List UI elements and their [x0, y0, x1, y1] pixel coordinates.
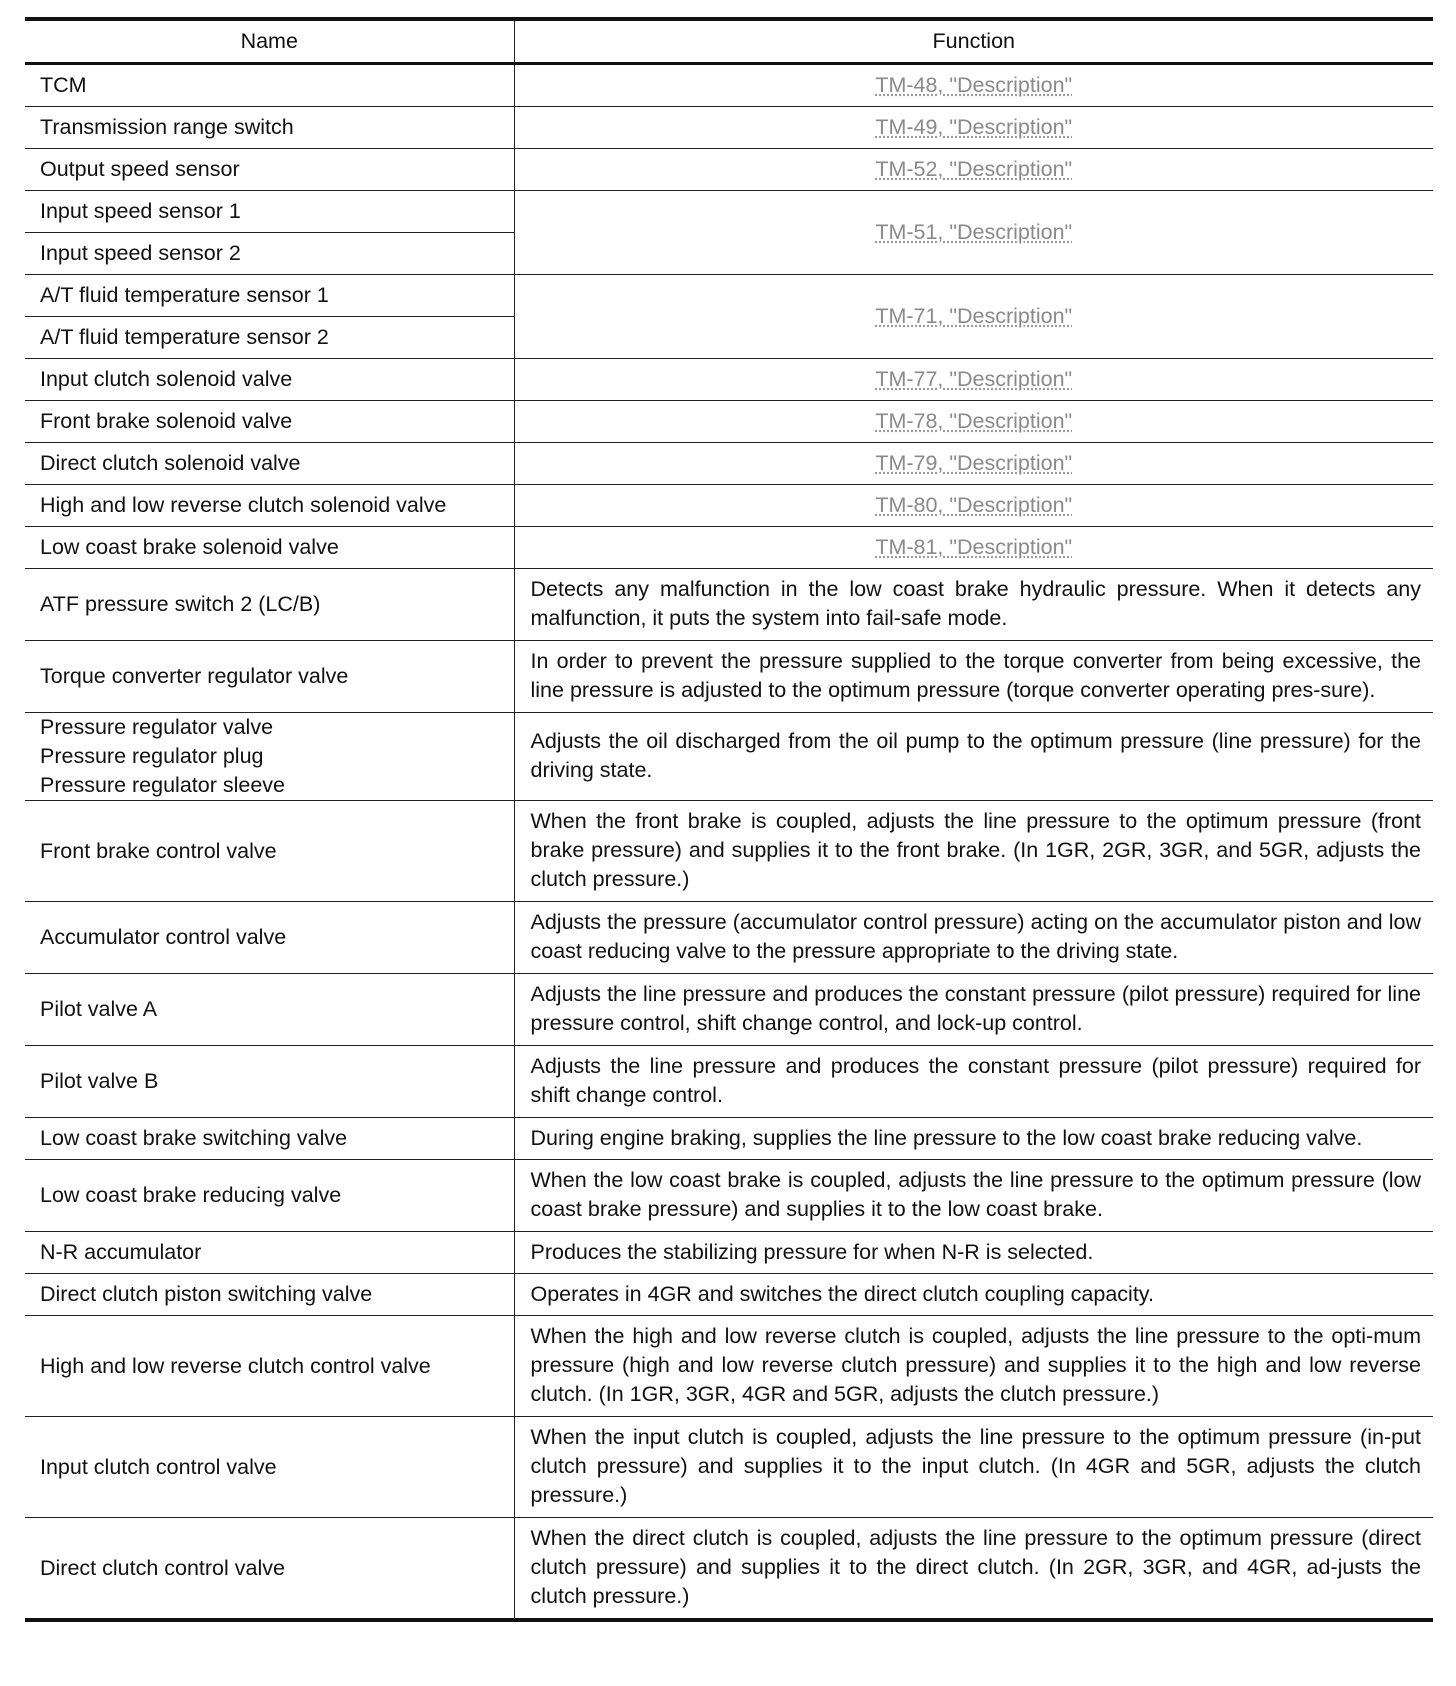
column-header-name: Name [25, 19, 514, 64]
table-row [25, 1232, 1433, 1274]
table-row [25, 713, 1433, 801]
description-link[interactable]: TM-52, "Description" [875, 157, 1073, 181]
table-row [25, 107, 1433, 149]
component-name: Transmission range switch [25, 107, 514, 149]
description-link[interactable]: TM-79, "Description" [875, 451, 1073, 475]
component-name: ATF pressure switch 2 (LC/B) [25, 569, 514, 641]
table-row [25, 275, 1433, 317]
description-link[interactable]: TM-71, "Description" [875, 304, 1073, 328]
table-header-row [25, 19, 1433, 64]
component-name: Input speed sensor 2 [25, 233, 514, 275]
function-description: When the front brake is coupled, adjusts the line pressure to the optimum pressure (front brake pressure) and supplies it to the front brake. (In 1GR, 2GR, 3GR, and 5GR, adjusts the clutch pressure.) [514, 801, 1433, 902]
component-name: Front brake solenoid valve [25, 401, 514, 443]
component-name: Direct clutch control valve [25, 1518, 514, 1621]
table-row [25, 569, 1433, 641]
component-name: High and low reverse clutch solenoid valve [25, 485, 514, 527]
table-row [25, 1316, 1433, 1417]
component-name: Front brake control valve [25, 801, 514, 902]
table-row [25, 149, 1433, 191]
component-name: Low coast brake reducing valve [25, 1160, 514, 1232]
table-row [25, 1118, 1433, 1160]
component-name: Low coast brake switching valve [25, 1118, 514, 1160]
component-name: Pilot valve B [25, 1046, 514, 1118]
table-row [25, 527, 1433, 569]
component-name: Input clutch solenoid valve [25, 359, 514, 401]
component-function-table [25, 17, 1433, 1622]
description-link[interactable]: TM-48, "Description" [875, 73, 1073, 97]
function-cell [514, 359, 1433, 401]
function-description: Adjusts the pressure (accumulator control pressure) acting on the accumulator piston and low coast reducing valve to the pressure appropriate to the driving state. [514, 902, 1433, 974]
function-description: Adjusts the oil discharged from the oil pump to the optimum pressure (line pressure) for the driving state. [514, 713, 1433, 801]
table-row [25, 1417, 1433, 1518]
table-row [25, 401, 1433, 443]
table-row [25, 64, 1433, 107]
column-header-function: Function [514, 19, 1433, 64]
component-name: Torque converter regulator valve [25, 641, 514, 713]
component-name: A/T fluid temperature sensor 1 [25, 275, 514, 317]
component-name: Pilot valve A [25, 974, 514, 1046]
function-cell [514, 401, 1433, 443]
table-row [25, 1274, 1433, 1316]
function-cell [514, 107, 1433, 149]
function-cell [514, 149, 1433, 191]
component-name: Direct clutch solenoid valve [25, 443, 514, 485]
function-description: When the direct clutch is coupled, adjusts the line pressure to the optimum pressure (direct clutch pressure) and supplies it to the direct clutch. (In 2GR, 3GR, and 4GR, ad-justs the clutch pressure.) [514, 1518, 1433, 1621]
component-name: A/T fluid temperature sensor 2 [25, 317, 514, 359]
function-cell [514, 443, 1433, 485]
function-description: Adjusts the line pressure and produces the constant pressure (pilot pressure) required for shift change control. [514, 1046, 1433, 1118]
description-link[interactable]: TM-77, "Description" [875, 367, 1073, 391]
description-link[interactable]: TM-80, "Description" [875, 493, 1073, 517]
component-name: Direct clutch piston switching valve [25, 1274, 514, 1316]
function-cell [514, 275, 1433, 359]
description-link[interactable]: TM-49, "Description" [875, 115, 1073, 139]
table-row [25, 801, 1433, 902]
function-cell [514, 64, 1433, 107]
function-description: Adjusts the line pressure and produces the constant pressure (pilot pressure) required for line pressure control, shift change control, and lock-up control. [514, 974, 1433, 1046]
description-link[interactable]: TM-51, "Description" [875, 220, 1073, 244]
component-name: Low coast brake solenoid valve [25, 527, 514, 569]
function-cell [514, 191, 1433, 275]
table-row [25, 191, 1433, 233]
function-description: Detects any malfunction in the low coast brake hydraulic pressure. When it detects any malfunction, it puts the system into fail-safe mode. [514, 569, 1433, 641]
function-cell [514, 527, 1433, 569]
component-name: Accumulator control valve [25, 902, 514, 974]
table-row [25, 902, 1433, 974]
table-row [25, 359, 1433, 401]
component-name: High and low reverse clutch control valve [25, 1316, 514, 1417]
function-description: In order to prevent the pressure supplied to the torque converter from being excessive, the line pressure is adjusted to the optimum pressure (torque converter operating pres-sure). [514, 641, 1433, 713]
description-link[interactable]: TM-81, "Description" [875, 535, 1073, 559]
description-link[interactable]: TM-78, "Description" [875, 409, 1073, 433]
table-row [25, 1518, 1433, 1621]
function-cell [514, 485, 1433, 527]
table-row [25, 1046, 1433, 1118]
component-name: Input speed sensor 1 [25, 191, 514, 233]
component-name: Input clutch control valve [25, 1417, 514, 1518]
component-table-container [25, 17, 1433, 1622]
function-description: Operates in 4GR and switches the direct clutch coupling capacity. [514, 1274, 1433, 1316]
function-description: When the high and low reverse clutch is coupled, adjusts the line pressure to the opti-mum pressure (high and low reverse clutch pressure) and supplies it to the high and low reverse clutch. (In 1GR, 3GR, 4GR and 5GR, adjusts the clutch pressure.) [514, 1316, 1433, 1417]
component-name: Pressure regulator valve Pressure regulator plug Pressure regulator sleeve [25, 713, 514, 801]
table-row [25, 1160, 1433, 1232]
function-description: Produces the stabilizing pressure for when N-R is selected. [514, 1232, 1433, 1274]
function-description: When the low coast brake is coupled, adjusts the line pressure to the optimum pressure (low coast brake pressure) and supplies it to the low coast brake. [514, 1160, 1433, 1232]
table-row [25, 443, 1433, 485]
function-description: During engine braking, supplies the line pressure to the low coast brake reducing valve. [514, 1118, 1433, 1160]
component-name: TCM [25, 64, 514, 107]
table-row [25, 485, 1433, 527]
component-name: N-R accumulator [25, 1232, 514, 1274]
function-description: When the input clutch is coupled, adjusts the line pressure to the optimum pressure (in-put clutch pressure) and supplies it to the input clutch. (In 4GR and 5GR, adjusts the clutch pressure.) [514, 1417, 1433, 1518]
table-row [25, 641, 1433, 713]
component-name: Output speed sensor [25, 149, 514, 191]
table-row [25, 974, 1433, 1046]
